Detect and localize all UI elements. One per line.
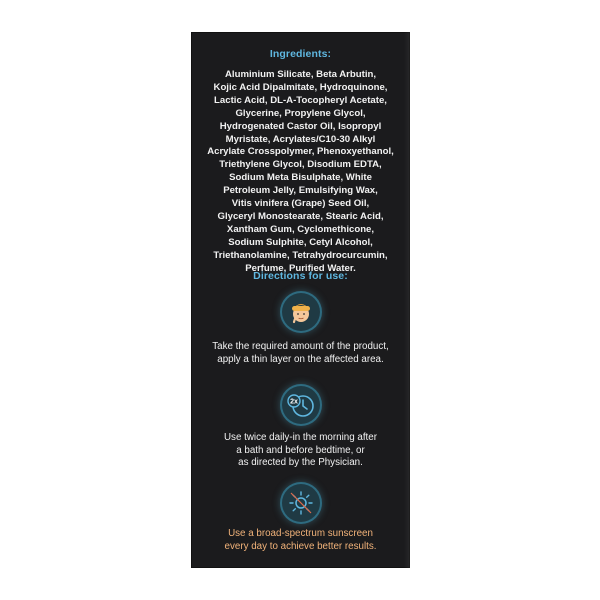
direction-step-line: Use twice daily-in the morning after [223, 432, 377, 443]
ingredient-line: Petroleum Jelly, Emulsifying Wax, [223, 185, 378, 197]
ingredient-line: Aluminium Silicate, Beta Arbutin, [224, 69, 377, 80]
ingredients-list [199, 69, 402, 276]
ingredients-heading: Ingredients: [269, 48, 332, 60]
ingredient-line: Lactic Acid, DL-A-Tocopheryl Acetate, [214, 94, 387, 106]
ingredient-line: Perfume, Purified Water. [245, 262, 356, 274]
ingredient-line: Sodium Meta Bisulphate, White [229, 172, 372, 184]
direction-step-line: every day to achieve better results. [224, 540, 377, 552]
ingredient-line: Vitis vinifera (Grape) Seed Oil, [231, 198, 370, 210]
sunscreen-sun-icon [282, 484, 320, 522]
ingredient-line: Acrylate Crosspolymer, Phenoxyethanol, [207, 146, 394, 158]
ingredient-line: Glycerine, Propylene Glycol, [235, 107, 366, 119]
applying-cream-face-icon [282, 293, 320, 331]
direction-step-2 [197, 432, 404, 470]
direction-step-line: Take the required amount of the product, [212, 341, 389, 352]
product-box-back-panel [191, 32, 410, 568]
ingredient-line: Sodium Sulphite, Cetyl Alcohol, [228, 236, 373, 248]
ingredient-line: Kojic Acid Dipalmitate, Hydroquinone, [213, 81, 388, 93]
ingredient-line: Hydrogenated Castor Oil, Isopropyl [219, 120, 382, 132]
twice-daily-clock-icon [282, 386, 320, 424]
ingredient-line: Triethylene Glycol, Disodium EDTA, [219, 159, 382, 171]
ingredient-line: Myristate, Acrylates/C10-30 Alkyl [225, 133, 376, 145]
ingredient-line: Xantham Gum, Cyclomethicone, [226, 223, 375, 235]
direction-step-3 [197, 528, 404, 553]
direction-step-line: Use a broad-spectrum sunscreen [228, 528, 373, 539]
direction-step-1 [197, 341, 404, 366]
ingredient-line: Triethanolamine, Tetrahydrocurcumin, [213, 249, 388, 261]
twice-daily-badge: 2x [289, 398, 298, 406]
direction-step-line: as directed by the Physician. [238, 457, 363, 468]
directions-heading: Directions for use: [253, 270, 348, 282]
ingredient-line: Glyceryl Monostearate, Stearic Acid, [217, 210, 384, 222]
direction-step-line: a bath and before bedtime, or [236, 444, 365, 456]
direction-step-line: apply a thin layer on the affected area. [217, 353, 384, 365]
